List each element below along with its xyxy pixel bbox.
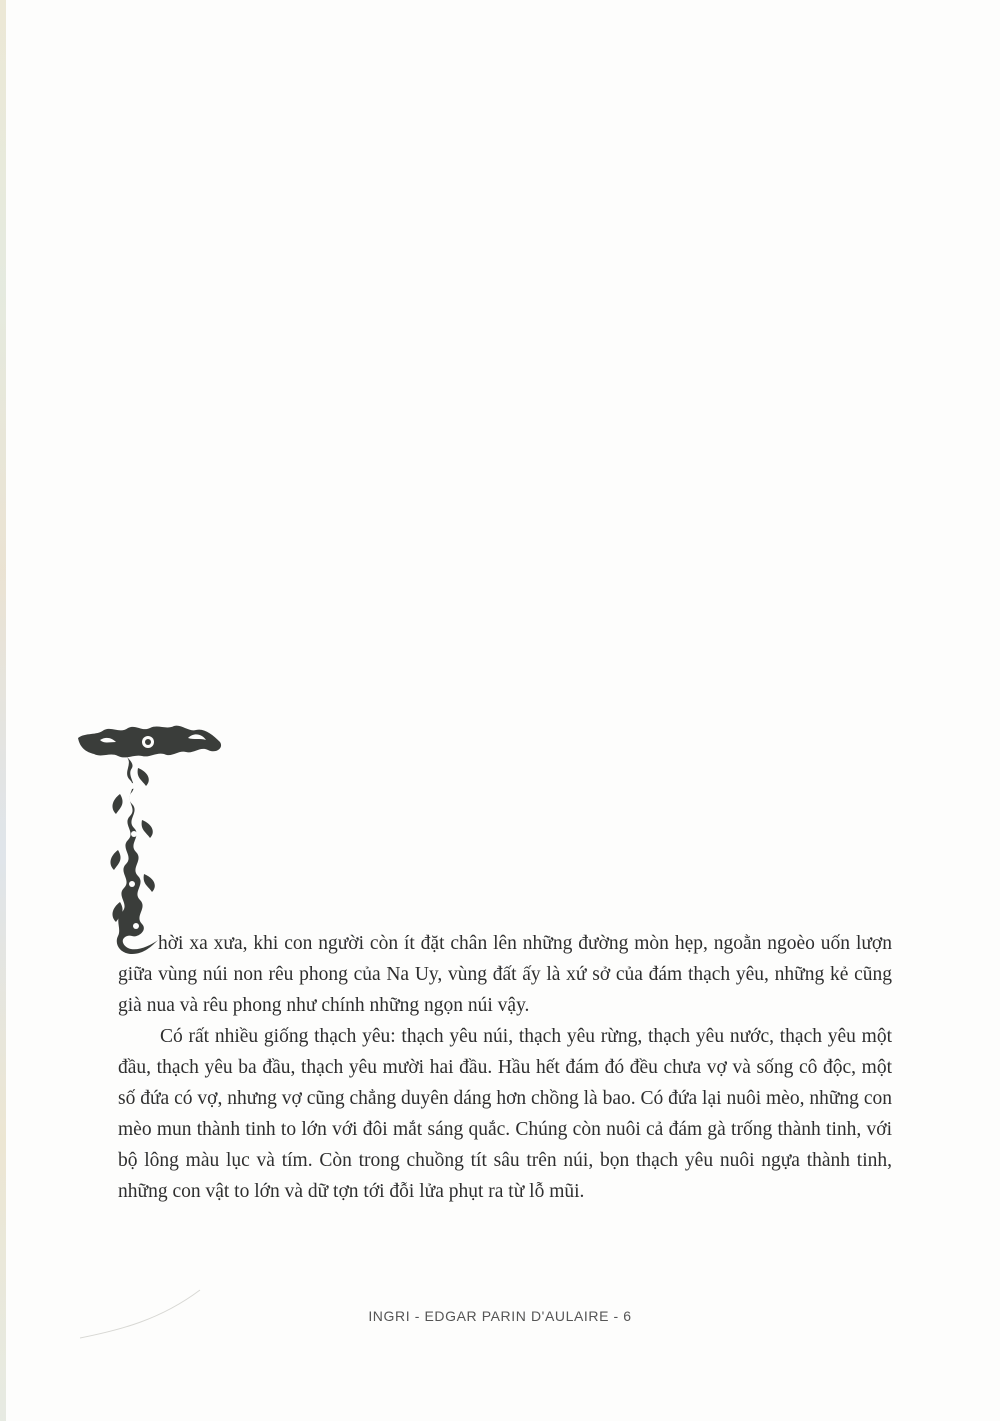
page-edge (0, 0, 6, 1421)
ornamental-dropcap-t (76, 724, 226, 956)
paragraph-2: Có rất nhiều giống thạch yêu: thạch yêu núi, thạch yêu rừng, thạch yêu nước, thạch yêu một đầu, thạch yêu ba đầu, thạch yêu mười hai đầu. Hầu hết đám đó đều chưa vợ và sống cô độc, một số đứa có vợ, nhưng vợ cũng chẳng duyên dáng hơn chồng là bao. Có đứa lại nuôi mèo, những con mèo mun thành tinh to lớn với đôi mắt sáng quắc. Chúng còn nuôi cả đám gà trống thành tinh, với bộ lông màu lục và tím. Còn trong chuồng tít sâu trên núi, bọn thạch yêu nuôi ngựa thành tinh, những con vật to lớn và dữ tợn tới đỗi lửa phụt ra từ lỗ mũi. (118, 1026, 892, 1202)
running-footer: INGRI - EDGAR PARIN D'AULAIRE - 6 (368, 1308, 632, 1324)
story-text (118, 928, 892, 1207)
paragraph-1: hời xa xưa, khi con người còn ít đặt chân lên những đường mòn hẹp, ngoằn ngoèo uốn lượn giữa vùng núi non rêu phong của Na Uy, vùng đất ấy là xứ sở của đám thạch yêu, những kẻ cũng già nua và rêu phong như chính những ngọn núi vậy. (118, 933, 892, 1016)
